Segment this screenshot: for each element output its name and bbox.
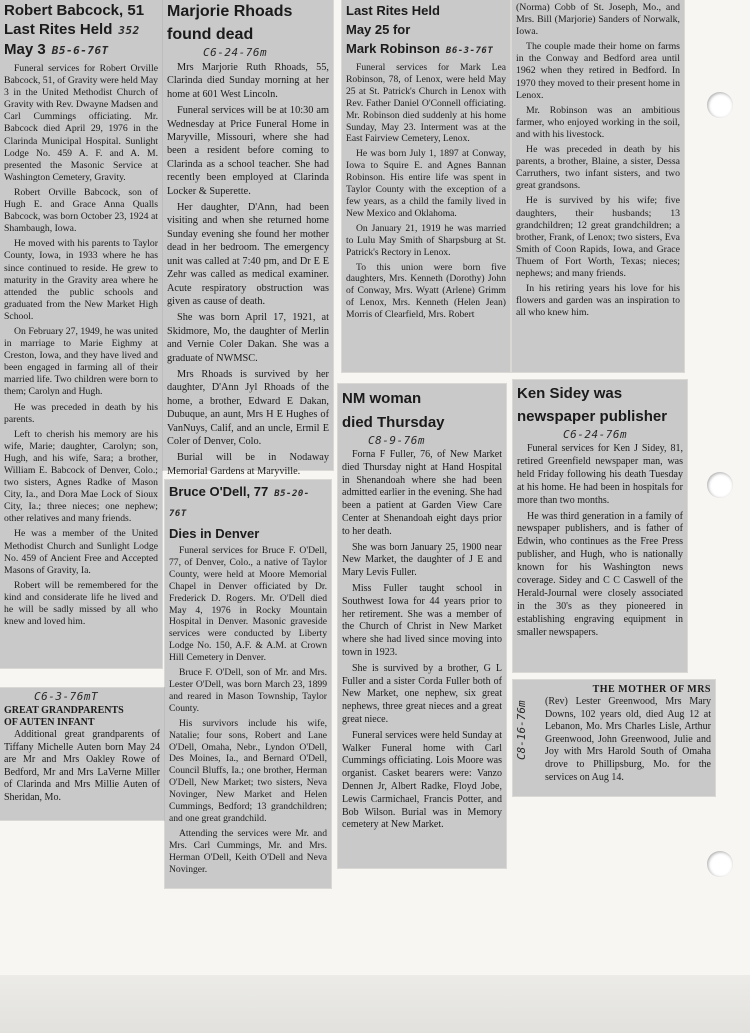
- article-body-robinson: [342, 62, 510, 321]
- article-body-fuller: [338, 449, 506, 832]
- headline-sidey-1: Ken Sidey was: [517, 385, 623, 402]
- paragraph: She was born January 25, 1900 near New Market, the daughter of J E and Mary Levis Fuller.: [342, 541, 502, 579]
- paragraph: Left to cherish his memory are his wife, Marie; daughter, Carolyn; son, Hugh, and his wife, Sara; a brother, William E. Babcock of Denver, Colo.; two sisters, Agnes Radke of Mason City, Ia., and Dora Mae Lock of Sioux City, Ia.; three nieces; one nephew; other relatives and many friends.: [4, 428, 158, 525]
- clipping-fuller: [338, 384, 506, 868]
- headline-robinson-2: May 25 for: [346, 22, 411, 37]
- handwritten-date: B6-3-76T: [445, 46, 494, 56]
- clipping-robinson: [342, 0, 510, 372]
- paragraph: His survivors include his wife, Natalie; four sons, Robert and Lane O'Dell, Omaha, Nebr., Lyndon O'Dell, Des Moines, Ia., and Bernard O'Dell, Council Bluffs, Ia.; one brother, Herman O'Dell, New Market; two sisters, Neva Novinger, New Market and Helen Cummings, Bedford; 13 grandchildren; and one great grandchild.: [169, 717, 327, 824]
- clipping-rhoads: [163, 0, 333, 477]
- headline-fuller-2: died Thursday: [342, 414, 445, 431]
- article-body-greenwood: [541, 696, 715, 784]
- headline-auten-1: GREAT GRANDPARENTS: [4, 705, 124, 716]
- headline-robinson-3: Mark Robinson B6-3-76T: [346, 41, 494, 56]
- greenwood-text-block: [513, 680, 715, 784]
- article-body-rhoads: [163, 61, 333, 478]
- clipping-babcock: [0, 0, 162, 668]
- headline-rhoads-1: Marjorie Rhoads: [167, 3, 293, 20]
- clipping-odell: [165, 480, 331, 888]
- handwritten-date: B5-20-76T: [169, 489, 310, 519]
- paragraph: Funeral services for Mark Lea Robinson, 78, of Lenox, were held May 25 at St. Patrick's Church in Lenox with Rev. Father Daniel O'Connell officiating. Mr. Robinson died suddenly at his home Sunday, May 23. Interment was at the East Fairview Cemetery, Lenox.: [346, 62, 506, 145]
- paragraph: Mrs Marjorie Ruth Rhoads, 55, Clarinda died Sunday morning at her home at 601 West Lincoln.: [167, 62, 329, 100]
- paragraph: He is survived by his wife; five daughters, their husbands; 13 grandchildren; 12 great grandchildren; a brother, Frank, of Lenox; two sisters, Eva Smith of Coon Rapids, Iowa, and Grace Thuem of Fort Worth, Texas; nieces; nephews; and many friends.: [516, 195, 680, 279]
- handwritten-number: 352: [118, 24, 140, 37]
- paragraph: Burial will be in Nodaway Memorial Gardens at Maryville.: [167, 452, 329, 477]
- headline-fuller-1: NM woman: [342, 390, 422, 407]
- paragraph: Funeral services for Ken J Sidey, 81, retired Greenfield newspaper man, was held Friday following his death Tuesday at his home. He had been in hospitals for more than two months.: [517, 443, 683, 506]
- headline-odell-1: Bruce O'Dell, 77 B5-20-76T: [169, 484, 310, 519]
- paragraph: (Rev) Lester Greenwood, Mrs Mary Downs, 102 years old, died Aug 12 at Lebanon, Mo. Mrs Charles Lisle, Arthur Greenwood, John Greenwood, Julie and Joy with Mrs Harold South of Omaha drove to Phillipsburg, Mo. for the services on Aug 14.: [545, 696, 711, 783]
- paragraph: He was preceded in death by his parents, a brother, Blaine, a sister, Dessa Carruthers, two infant sisters, and two great grandsons.: [516, 144, 680, 192]
- paragraph: Miss Fuller taught school in Southwest Iowa for 44 years prior to her retirement. She was a member of the Church of Christ in New Market where she had lived since moving into town in 1923.: [342, 582, 502, 658]
- paragraph: Additional great grandparents of Tiffany Michelle Auten born May 24 are Mr and Mrs Oakley Rowe of Bedford, Mr and Mrs LaVerne Miller of Clarinda and Mrs Millie Auten of Sheridan, Mo.: [4, 729, 160, 803]
- paragraph: He moved with his parents to Taylor County, Iowa, in 1933 where he has since continued to reside. He grew to maturity in the Gravity area where he attended the public schools and graduated from the New Market High School.: [4, 238, 158, 322]
- headline-auten-2: OF AUTEN INFANT: [4, 717, 95, 728]
- paragraph: The couple made their home on farms in the Conway and Bedford area until 1962 when they retired in Bedford. In 1970 they moved to their present home in Lenox.: [516, 41, 680, 101]
- paragraph: She is survived by a brother, G L Fuller and a sister Corda Fuller both of New Market, one nephew, six great nephews, three great nieces and a great great niece.: [342, 662, 502, 725]
- binder-hole-top: [707, 92, 733, 118]
- paragraph: Funeral services were held Sunday at Walker Funeral home with Carl Cummings officiating. Lois Moore was organist. Casket bearers were: Vanzo Dennen Jr, Albert Radke, Floyd Jobe, Lewis Carmichael, Francis Potter, and Bob Wilson. Burial was in Memory cemetery at New Market.: [342, 729, 502, 831]
- paragraph: He was a member of the United Methodist Church and Sunlight Lodge No. 459 of Ancient Free and Accepted Masons of Gravity, Ia.: [4, 528, 158, 576]
- paragraph: On January 21, 1919 he was married to Lulu May Smith of Sharpsburg at St. Patrick's Rectory in Lenox.: [346, 222, 506, 258]
- headline-sidey-2: newspaper publisher: [517, 408, 668, 425]
- article-body-robinson-continued: [512, 0, 684, 319]
- handwritten-date: C6-24-76m: [563, 428, 628, 441]
- clipping-sidey: [513, 380, 687, 672]
- paragraph: (Norma) Cobb of St. Joseph, Mo., and Mrs. Bill (Marjorie) Sanders of Norwalk, Iowa.: [516, 2, 680, 38]
- paragraph: Forna F Fuller, 76, of New Market died Thursday night at Hand Hospital in Shenandoah where she had been admitted earlier in the evening. She had been a patient at Garden View Care Center at Shenandoah eight days prior to her death.: [342, 449, 502, 537]
- paragraph: Her daughter, D'Ann, had been visiting and when she returned home Sunday evening she found her mother dead in her bedroom. The emergency unit was called at 7:40 pm, and Dr E E Zehr was called as medical examiner. Acute respiratory obstruction was given as cause of death.: [167, 202, 329, 307]
- handwritten-date: B5-6-76T: [51, 44, 109, 57]
- paragraph: Robert will be remembered for the kind and considerate life he lived and he will be sadly missed by all who knew and loved him.: [4, 579, 158, 628]
- article-body-odell: [165, 545, 331, 875]
- headline-greenwood: THE MOTHER OF MRS: [592, 684, 711, 695]
- article-body-babcock: [0, 63, 162, 628]
- headline-babcock-3: May 3 B5-6-76T: [4, 41, 109, 58]
- paragraph: Funeral services for Bruce F. O'Dell, 77, of Denver, Colo., a native of Taylor County, were held at Moore Memorial Chapel in Denver officiated by Dr. Frederick D. Rogers. Mr. O'Dell died May 4, 1976 in Rocky Mountain Hospital in Denver. Masonic graveside services were conducted by Liberty Lodge No. 150, A.F. & A.M. at Crown Hill Cemetery in Denver.: [169, 545, 327, 664]
- paragraph: On February 27, 1949, he was united in marriage to Marie Eighmy at Creston, Iowa, and they have lived and been engaged in farming all of their married life. Two children were born to them; Carolyn and Hugh.: [4, 325, 158, 398]
- paragraph: In his retiring years his love for his flowers and garden was an inspiration to all who knew him.: [516, 283, 680, 319]
- handwritten-date: C6-3-76mT: [34, 690, 99, 703]
- clipping-auten: [0, 688, 164, 820]
- paragraph: To this union were born five daughters, Mrs. Kenneth (Dorothy) John of Conway, Mrs. Wyatt (Arlene) Grimm of Lenox, Mrs. Kenneth (Helen Jean) Morris of Clearfield, Mrs. Robert: [346, 261, 506, 321]
- binder-hole-bottom: [707, 851, 733, 877]
- handwritten-date: C8-9-76m: [368, 434, 425, 447]
- paragraph: He was born July 1, 1897 at Conway, Iowa to Squire E. and Agnes Bannan Robinson. His entire life was spent in Taylor County with the exception of a few years, as a child the family lived in New Mexico and Oklahoma.: [346, 148, 506, 219]
- paragraph: Funeral services for Robert Orville Babcock, 51, of Gravity were held May 3 in the United Methodist Church of Gravity with Rev. Dwayne Madsen and Carl Cummings officiating. Mr. Babcock died April 29, 1976 in the Clarinda Municipal Hospital. Sunlight Lodge No. 459 A. F. and A. M. presented the Masonic Service at Washington Cemetery, Gravity.: [4, 63, 158, 183]
- page-bottom-shadow: [0, 975, 750, 1033]
- binder-hole-middle: [707, 472, 733, 498]
- headline-odell-2: Dies in Denver: [169, 526, 260, 541]
- paragraph: Mrs Rhoads is survived by her daughter, D'Ann Jyl Rhoads of the home, a brother, Edward E Dakan, Dubuque, an aunt, Mrs H E Hughes of VanNuys, Calif, and an uncle, Ermil E Coler of Denver, Colo.: [167, 368, 329, 447]
- paragraph: Bruce F. O'Dell, son of Mr. and Mrs. Lester O'Dell, was born March 23, 1899 and reared in Mason Township, Taylor County.: [169, 667, 327, 714]
- article-body-sidey: [513, 443, 687, 640]
- headline-babcock-2: Last Rites Held 352: [4, 21, 140, 38]
- headline-robinson-1: Last Rites Held: [346, 3, 440, 18]
- paragraph: He was third generation in a family of newspaper publishers, and is father of Edwin, who continues as the Free Press publisher, and Hugh, who is nationally known for his Washington news coverage. Sidey and C C Caswell of the Herald-Journal were closely associated in the 30's as they pioneered in establishing engraving equipment in smaller newspapers.: [517, 510, 683, 638]
- paragraph: He was preceded in death by his parents.: [4, 401, 158, 425]
- headline-babcock-1: Robert Babcock, 51: [4, 2, 145, 19]
- paragraph: Attending the services were Mr. and Mrs. Carl Cummings, Mr. and Mrs. Herman O'Dell, Keith O'Dell and Neva Novinger.: [169, 827, 327, 875]
- clipping-greenwood: [513, 680, 715, 796]
- paragraph: Mr. Robinson was an ambitious farmer, who enjoyed working in the soil, and with his livestock.: [516, 104, 680, 140]
- article-body-auten: [0, 729, 164, 805]
- handwritten-date: C6-24-76m: [203, 46, 268, 59]
- clipping-robinson-continued: [512, 0, 684, 372]
- handwritten-date: C8-16-76m: [515, 700, 528, 760]
- headline-rhoads-2: found dead: [167, 26, 254, 43]
- paragraph: Funeral services will be at 10:30 am Wednesday at Price Funeral Home in Maryville, Missouri, where she had been a resident before coming to Clarinda as a school teacher. She had recently been employed at Clarinda Locker & Superette.: [167, 105, 329, 197]
- paragraph: She was born April 17, 1921, at Skidmore, Mo, the daughter of Merlin and Vernie Coler Dakan. She was a graduate of NWMSC.: [167, 312, 329, 364]
- paragraph: Robert Orville Babcock, son of Hugh E. and Grace Anna Qualls Babcock, was born October 23, 1924 at Shambaugh, Iowa.: [4, 186, 158, 235]
